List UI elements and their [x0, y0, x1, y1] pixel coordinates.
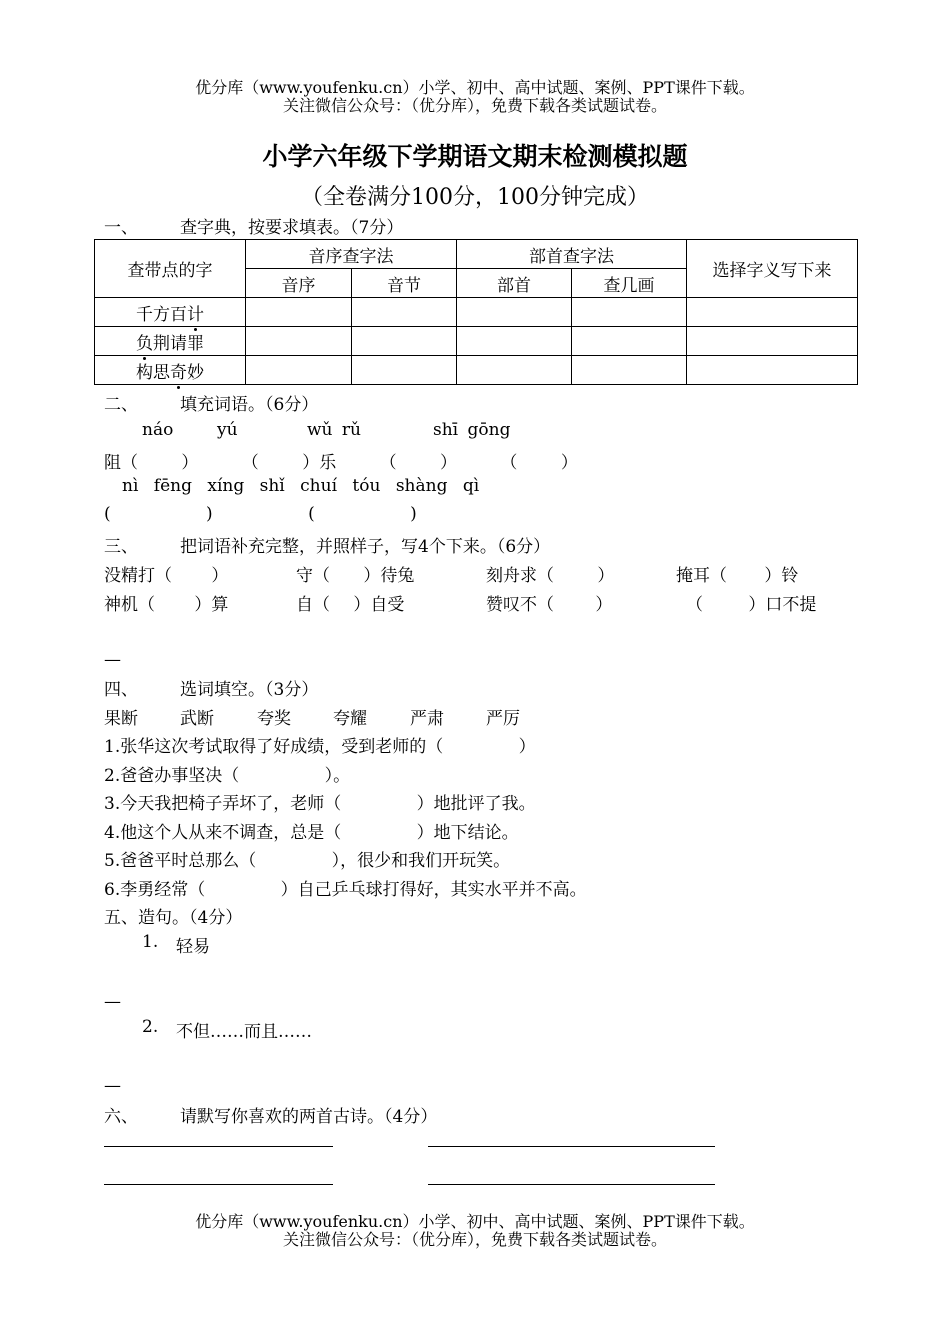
section-1-heading: 查字典，按要求填表。（7分） [180, 218, 404, 238]
idiom-7[interactable]: 赞叹不（ ） [486, 595, 613, 615]
header-char: 查带点的字 [95, 240, 246, 298]
table-row [95, 327, 858, 356]
section-6-heading: 请默写你喜欢的两首古诗。（4分） [180, 1107, 438, 1127]
question-4[interactable]: 4.他这个人从来不调查，总是（ ）地下结论。 [104, 823, 519, 843]
sentence-2-dash: — [104, 1076, 121, 1096]
sentence-2-word: 不但……而且…… [176, 1022, 312, 1042]
answer-cell[interactable] [246, 327, 352, 356]
section-6-number: 六、 [104, 1107, 138, 1127]
answer-cell[interactable] [687, 356, 858, 385]
idiom-3[interactable]: 刻舟求（ ） [486, 566, 615, 586]
answer-cell[interactable] [457, 356, 572, 385]
answer-cell[interactable] [352, 327, 457, 356]
table-row [95, 298, 858, 327]
header-xuanze: 选择字义写下来 [687, 240, 858, 298]
word-choice-5: 严肃 [410, 709, 444, 729]
word-choice-3: 夸奖 [257, 709, 291, 729]
question-3[interactable]: 3.今天我把椅子弄坏了，老师（ ）地批评了我。 [104, 794, 536, 814]
section-4-heading: 选词填空。（3分） [180, 680, 319, 700]
word-choice-1: 果断 [104, 709, 138, 729]
header-bushou: 部首 [457, 269, 572, 298]
answer-cell[interactable] [572, 356, 687, 385]
header-line-1: 优分库（www.youfenku.cn）小学、初中、高中试题、案例、PPT课件下载。 [195, 78, 755, 97]
page-title: 小学六年级下学期语文期末检测模拟题 [262, 142, 688, 171]
answer-cell[interactable] [246, 298, 352, 327]
section-5-heading: 五、造句。（4分） [104, 908, 243, 928]
section-2-number: 二、 [104, 395, 138, 415]
row-word-2 [95, 327, 246, 356]
answer-cell[interactable] [457, 298, 572, 327]
section-2-heading: 填充词语。（6分） [180, 395, 319, 415]
fill-line-1[interactable] [104, 448, 578, 473]
section-4-number: 四、 [104, 680, 138, 700]
row-word-text: 千方百计 [136, 305, 204, 325]
sentence-2-number: 2. [142, 1017, 159, 1037]
word-choice-2: 武断 [180, 709, 214, 729]
answer-cell[interactable] [572, 298, 687, 327]
pinyin-3: wǔ rǔ [307, 420, 361, 440]
answer-cell[interactable] [352, 298, 457, 327]
row-word-1 [95, 298, 246, 327]
word-choice-4: 夸耀 [333, 709, 367, 729]
question-2[interactable]: 2.爸爸办事坚决（ ）。 [104, 766, 351, 786]
header-line-2: 关注微信公众号：（优分库），免费下载各类试题试卷。 [282, 96, 667, 115]
fill-line-2[interactable]: ( ) ( ) [104, 504, 417, 524]
answer-cell[interactable] [352, 356, 457, 385]
answer-cell[interactable] [246, 356, 352, 385]
sentence-1-number: 1. [142, 932, 159, 952]
page-subtitle: （全卷满分100分，100分钟完成） [301, 185, 649, 210]
idiom-5[interactable]: 神机（ ）算 [104, 595, 229, 615]
pinyin-4: shī gōng [433, 420, 511, 440]
idiom-1[interactable]: 没精打（ ） [104, 566, 229, 586]
header-yinxu-group: 音序查字法 [246, 240, 457, 269]
poem-line-left-2[interactable] [104, 1184, 333, 1185]
dictionary-table [94, 239, 858, 385]
section-1-number: 一、 [104, 218, 138, 238]
question-6[interactable]: 6.李勇经常（ ）自己乒乓球打得好，其实水平并不高。 [104, 880, 587, 900]
fill-line-1-text: 阻（ ） （ ）乐 （ ） （ ） [104, 453, 578, 473]
word-choice-6: 严厉 [486, 709, 520, 729]
answer-cell[interactable] [572, 327, 687, 356]
row-word-text: 负荆请罪 [136, 334, 204, 354]
table-row [95, 356, 858, 385]
section-3-number: 三、 [104, 537, 138, 557]
idiom-8[interactable]: （ ）口不提 [686, 595, 817, 615]
pinyin-1: náo [142, 420, 174, 440]
poem-line-left-1[interactable] [104, 1146, 333, 1147]
pinyin-2: yú [217, 420, 238, 440]
header-yinjie: 音节 [352, 269, 457, 298]
pinyin-row-2: nì fēng xíng shǐ chuí tóu shàng qì [122, 476, 480, 496]
row-word-text: 构思奇妙 [136, 363, 204, 383]
sentence-1-word: 轻易 [176, 937, 210, 957]
header-yinxu: 音序 [246, 269, 352, 298]
question-5[interactable]: 5.爸爸平时总那么（ ），很少和我们开玩笑。 [104, 851, 511, 871]
answer-cell[interactable] [457, 327, 572, 356]
header-bushou-group: 部首查字法 [457, 240, 687, 269]
idiom-4[interactable]: 掩耳（ ）铃 [676, 566, 799, 586]
section-3-heading: 把词语补充完整，并照样子，写4个下来。（6分） [180, 537, 551, 557]
idiom-6[interactable]: 自（ ）自受 [296, 595, 405, 615]
question-1[interactable]: 1.张华这次考试取得了好成绩，受到老师的（ ） [104, 737, 536, 757]
idiom-2[interactable]: 守（ ）待兔 [296, 566, 415, 586]
answer-cell[interactable] [687, 298, 858, 327]
footer-line-1: 优分库（www.youfenku.cn）小学、初中、高中试题、案例、PPT课件下载。 [195, 1212, 755, 1231]
answer-cell[interactable] [687, 327, 858, 356]
poem-line-right-2[interactable] [428, 1184, 715, 1185]
footer-line-2: 关注微信公众号：（优分库），免费下载各类试题试卷。 [282, 1230, 667, 1249]
row-word-3 [95, 356, 246, 385]
sentence-1-dash: — [104, 992, 121, 1012]
section-3-dash: — [104, 650, 121, 670]
header-chajihua: 查几画 [572, 269, 687, 298]
poem-line-right-1[interactable] [428, 1146, 715, 1147]
